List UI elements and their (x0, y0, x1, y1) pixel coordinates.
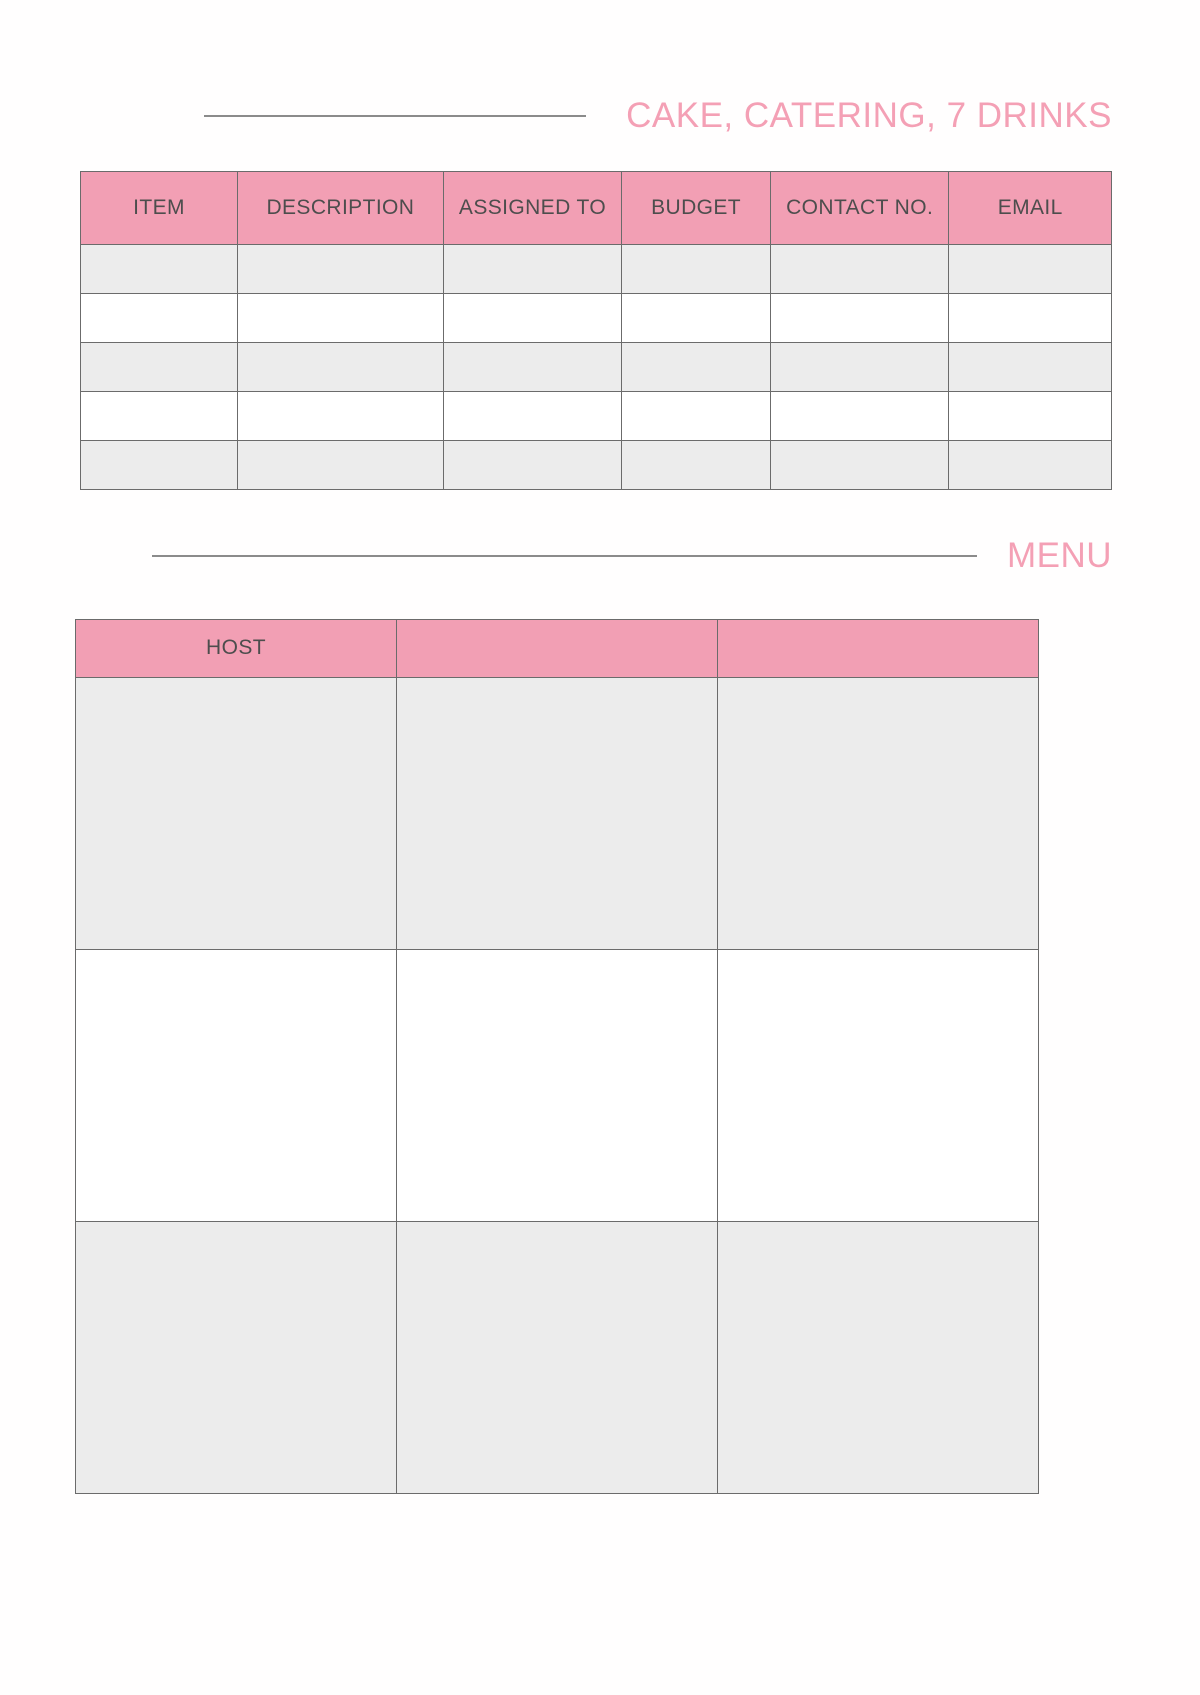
cell-description[interactable] (238, 343, 444, 392)
cell-budget[interactable] (622, 343, 771, 392)
column-header-blank-2 (718, 620, 1039, 678)
menu-table (75, 619, 1039, 1494)
menu-cell[interactable] (76, 678, 397, 950)
column-header-assigned-to: ASSIGNED TO (443, 172, 622, 245)
table-row (81, 294, 1112, 343)
menu-cell[interactable] (718, 1222, 1039, 1494)
cell-contact-no[interactable] (770, 294, 949, 343)
cell-item[interactable] (81, 294, 238, 343)
cell-email[interactable] (949, 392, 1112, 441)
cell-item[interactable] (81, 343, 238, 392)
table-row (76, 678, 1039, 950)
column-header-item: ITEM (81, 172, 238, 245)
cell-email[interactable] (949, 294, 1112, 343)
cell-description[interactable] (238, 245, 444, 294)
menu-cell[interactable] (76, 1222, 397, 1494)
cell-assigned-to[interactable] (443, 441, 622, 490)
supplies-table-body (81, 245, 1112, 490)
cell-assigned-to[interactable] (443, 245, 622, 294)
table-row (81, 441, 1112, 490)
cell-item[interactable] (81, 392, 238, 441)
cell-description[interactable] (238, 392, 444, 441)
section-header-menu (80, 538, 1112, 573)
cell-budget[interactable] (622, 392, 771, 441)
cell-assigned-to[interactable] (443, 343, 622, 392)
cell-contact-no[interactable] (770, 245, 949, 294)
cell-item[interactable] (81, 441, 238, 490)
table-header-row (76, 620, 1039, 678)
table-row (76, 1222, 1039, 1494)
menu-table-body (76, 678, 1039, 1494)
cell-email[interactable] (949, 343, 1112, 392)
table-row (81, 245, 1112, 294)
cell-assigned-to[interactable] (443, 392, 622, 441)
section-divider-line (152, 555, 977, 557)
cell-email[interactable] (949, 245, 1112, 294)
table-header-row (81, 172, 1112, 245)
column-header-email: EMAIL (949, 172, 1112, 245)
column-header-description: DESCRIPTION (238, 172, 444, 245)
cell-description[interactable] (238, 441, 444, 490)
section-title-supplies: CAKE, CATERING, 7 DRINKS (626, 96, 1112, 135)
cell-assigned-to[interactable] (443, 294, 622, 343)
menu-cell[interactable] (397, 1222, 718, 1494)
column-header-blank-1 (397, 620, 718, 678)
section-header-supplies (80, 98, 1112, 133)
table-row (81, 343, 1112, 392)
table-row (81, 392, 1112, 441)
supplies-table-head (81, 172, 1112, 245)
cell-description[interactable] (238, 294, 444, 343)
section-divider-line (204, 115, 586, 117)
menu-cell[interactable] (76, 950, 397, 1222)
cell-budget[interactable] (622, 441, 771, 490)
cell-contact-no[interactable] (770, 392, 949, 441)
cell-contact-no[interactable] (770, 441, 949, 490)
menu-table-head (76, 620, 1039, 678)
cell-budget[interactable] (622, 294, 771, 343)
supplies-table (80, 171, 1112, 490)
menu-cell[interactable] (397, 678, 718, 950)
cell-budget[interactable] (622, 245, 771, 294)
section-title-menu: MENU (1006, 536, 1112, 575)
menu-cell[interactable] (718, 950, 1039, 1222)
table-row (76, 950, 1039, 1222)
cell-contact-no[interactable] (770, 343, 949, 392)
column-header-contact-no: CONTACT NO. (770, 172, 949, 245)
column-header-host: HOST (76, 620, 397, 678)
cell-item[interactable] (81, 245, 238, 294)
menu-cell[interactable] (397, 950, 718, 1222)
menu-cell[interactable] (718, 678, 1039, 950)
column-header-budget: BUDGET (622, 172, 771, 245)
cell-email[interactable] (949, 441, 1112, 490)
